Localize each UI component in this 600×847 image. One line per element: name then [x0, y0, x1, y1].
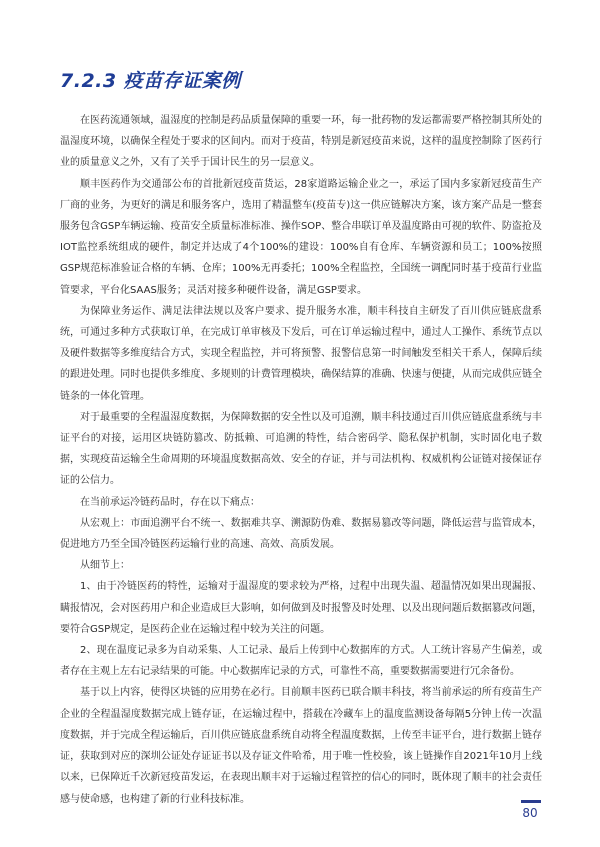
paragraph-macro: 从宏观上：市面追溯平台不统一、数据难共享、溯源防伪难、数据易篡改等问题，降低运营与监管成本，促进地方乃至全国冷链医药运输行业的高速、高效、高质发展。	[60, 517, 542, 551]
paragraph-sf-pharma: 顺丰医药作为交通部公布的首批新冠疫苗货运，28家道路运输企业之一，承运了国内多家新冠疫苗生产厂商的业务，为更好的满足和服务客户，选用了精温整车(疫苗专)这一供应链解决方案，该方案产品是一整套服务包含GSP车辆运输、疫苗安全质量标准标准、操作SOP、整合串联订单及温度路由可视的软件、防盗抢及IOT监控系统组成的硬件，制定并达成了4个100%的建设：100%自有仓库、车辆资源和员工；100%按照GSP规范标准验证合格的车辆、仓库；100%无再委托；100%全程监控，全国统一调配同时基于疫苗行业监管要求，平台化SAAS服务；灵活对接多种硬件设备，满足GSP要求。	[60, 178, 542, 296]
paragraph-blockchain-evidence: 对于最重要的全程温湿度数据，为保障数据的安全性以及可追溯，顺丰科技通过百川供应链底盘系统与丰证平台的对接，运用区块链防篡改、防抵赖、可追溯的特性，结合密码学、隐私保护机制，实时固化电子数据，实现疫苗运输全生命周期的环境温度数据高效、安全的存证，并与司法机构、权威机构公证链对接保证存证的公信力。	[60, 411, 542, 487]
paragraph-intro: 在医药流通领域，温湿度的控制是药品质量保障的重要一环，每一批药物的发运都需要严格控制其所处的温湿度环境，以确保全程处于要求的区间内。而对于疫苗，特别是新冠疫苗来说，这样的温度控制除了医药行业的质量意义之外，又有了关乎于国计民生的另一层意义。	[60, 115, 542, 169]
section-heading: 7.2.3 疫苗存证案例	[60, 70, 241, 92]
page-number-bar	[521, 800, 541, 803]
paragraph-detail-intro: 从细节上：	[80, 560, 130, 572]
paragraph-point-1: 1、由于冷链医药的特性，运输对于温湿度的要求较为严格，过程中出现失温、超温情况如果出现漏报、瞒报情况，会对医药用户和企业造成巨大影响，如何做到及时报警及时处理、以及出现问题后数据篡改问题，要符合GSP规定，是医药企业在运输过程中较为关注的问题。	[60, 581, 542, 635]
body-text	[60, 110, 542, 810]
paragraph-conclusion: 基于以上内容，使得区块链的应用势在必行。目前顺丰医药已联合顺丰科技，将当前承运的所有疫苗生产企业的全程温湿度数据完成上链存证，在运输过程中，搭载在冷藏车上的温度监测设备每隔5分钟上传一次温度数据，并于完成全程运输后，百川供应链底盘系统自动将全程温度数据，上传至丰证平台，进行数据上链存证，获取到对应的深圳公证处存证证书以及存证文件哈希，用于唯一性校验，该上链操作自2021年10月上线以来，已保障近千次新冠疫苗发运，在表现出顺丰对于运输过程管控的信心的同时，既体现了顺丰的社会责任感与使命感，也构建了新的行业科技标准。	[60, 687, 542, 805]
paragraph-pain-points-intro: 在当前承运冷链药品时，存在以下痛点：	[80, 496, 260, 508]
paragraph-point-2: 2、现在温度记录多为自动采集、人工记录、最后上传到中心数据库的方式。人工统计容易产生偏差，或者存在主观上左右记录结果的可能。中心数据库记录的方式，可靠性不高，重要数据需要进行冗余备份。	[60, 645, 542, 678]
paragraph-baichuan-system: 为保障业务运作、满足法律法规以及客户要求、提升服务水准，顺丰科技自主研发了百川供应链底盘系统，可通过多种方式获取订单，在完成订单审核及下发后，可在订单运输过程中，通过人工操作、系统节点以及硬件数据等多维度结合方式，实现全程监控，并可将预警、报警信息第一时间触发至相关干系人，保障后续的跟进处理。同时也提供多维度、多规则的计费管理模块，确保结算的准确、快速与便捷，从而完成供应链全链条的一体化管理。	[60, 305, 542, 402]
page-number: 80	[522, 806, 538, 820]
